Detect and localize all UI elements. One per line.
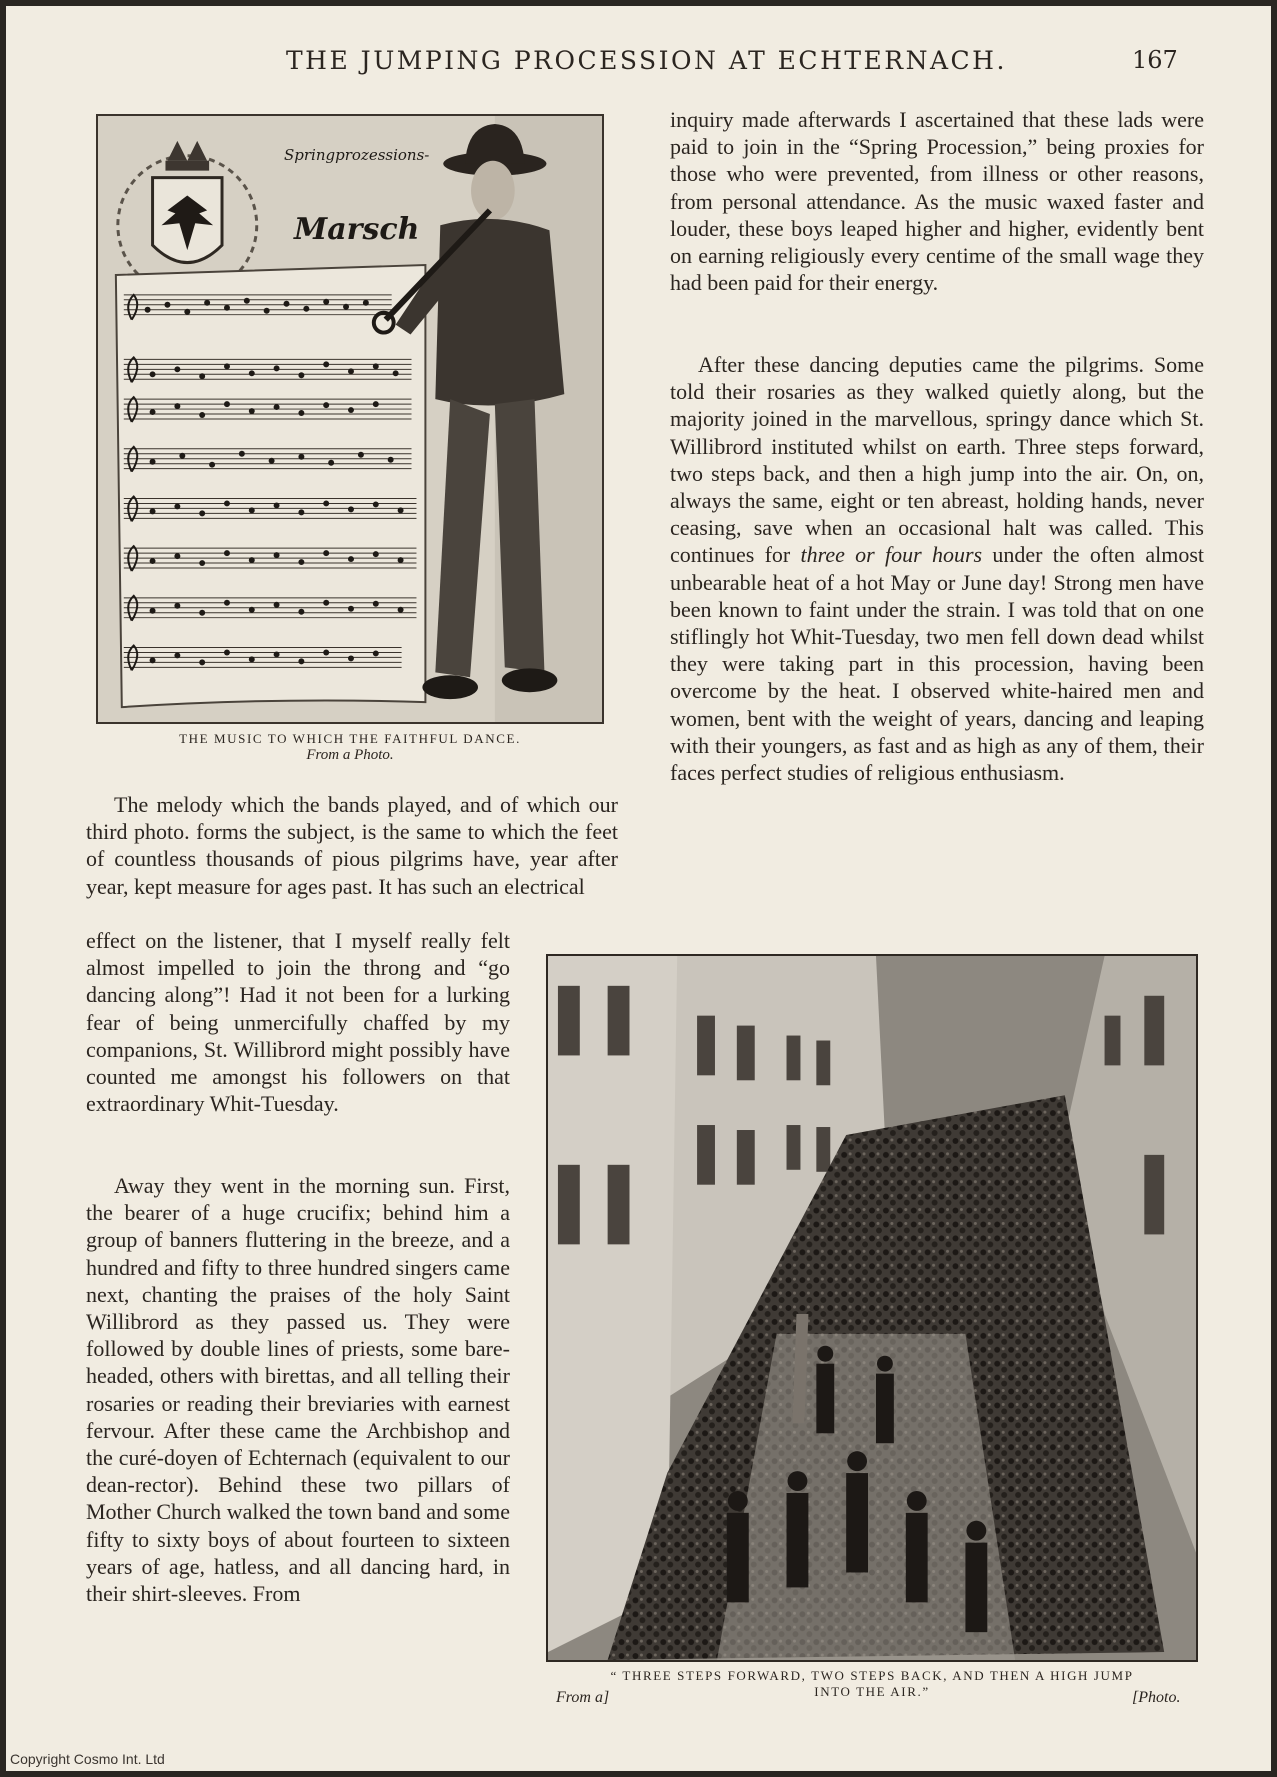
- music-caption-text: THE MUSIC TO WHICH THE FAITHFUL DANCE.: [179, 731, 521, 746]
- left-column-paragraph-2: Away they went in the morning sun. First, the bearer of a huge crucifix; behind him a group of banners fluttering in the breeze, and a hundred and fifty to three hundred singers came next, chanting the praises of the holy Saint Willibrord as they passed us. They were followed by double lines of priests, some bare-headed, others with birettas, and all telling their rosaries or reading their breviaries with earnest fervour. After these came the Archbishop and the curé-doyen of Echternach (equivalent to our dean-rector). Behind these two pillars of Mother Church walked the town band and some fifty to sixty boys of about fourteen to sixteen years of age, hatless, and all dancing hard, in their shirt-sleeves. From: [86, 1173, 510, 1607]
- p2-italic: three or four hours: [800, 542, 983, 568]
- left-column-paragraph-1-narrow: effect on the listener, that I myself really felt almost impelled to join the throng and “go dancing along”! Had it not been for a lurking fear of being unmercifully chaffed by my companions, St. Willibrord might possibly have counted me amongst his followers on that extraordinary Whit-Tuesday.: [86, 928, 510, 1117]
- right-column-paragraph-1: inquiry made afterwards I ascertained that these lads were paid to join in the “Spring Procession,” being proxies for those who were prevented, from illness or other reasons, from personal attendance. As the music waxed faster and louder, these boys leaped higher and higher, evidently bent on earning religiously every centime of the small wage they had been paid for their energy.: [670, 107, 1204, 296]
- photo-source-right: [Photo.: [1132, 1689, 1181, 1706]
- photo-caption-line-1: “ THREE STEPS FORWARD, TWO STEPS BACK, AND THEN A HIGH JUMP: [610, 1668, 1134, 1683]
- music-caption-source: From a Photo.: [306, 747, 394, 763]
- music-illustration-art: [98, 116, 602, 722]
- copyright-notice: Copyright Cosmo Int. Ltd: [10, 1751, 165, 1767]
- photo-caption: [546, 1668, 1198, 1700]
- p2-text-after: under the often almost unbearable heat of a hot May or June day! Strong men have been known to faint under the strain. I was told that on one stiflingly hot Whit-Tuesday, two men fell down dead whilst they were taking part in this procession, having been overcome by the heat. I observed white-haired men and women, bent with the weight of years, dancing and leaping with their youngers, as fast and as high as any of them, their faces perfect studies of religious enthusiasm.: [670, 542, 1204, 786]
- p2-text-before: After these dancing deputies came the pilgrims. Some told their rosaries as they walked quietly along, but the majority joined in the marvellous, springy dance which St. Willibrord instituted whilst on earth. Three steps forward, two steps back, and then a high jump into the air. On, on, always the same, eight or ten abreast, holding hands, never ceasing, save when an occasional halt was called. This continues for: [670, 352, 1204, 568]
- magazine-page: [6, 6, 1271, 1771]
- procession-photo: [546, 954, 1198, 1662]
- music-illustration: [96, 114, 604, 724]
- running-head: THE JUMPING PROCESSION AT ECHTERNACH.: [286, 46, 1007, 75]
- left-column-paragraph-1-wide: The melody which the bands played, and of which our third photo. forms the subject, is the same to which the feet of countless thousands of pious pilgrims have, year after year, kept measure for ages past. It has such an electrical: [86, 792, 618, 899]
- music-title-line-1: Springprozessions-: [284, 146, 430, 164]
- photo-source-left: From a]: [556, 1689, 610, 1706]
- right-column-paragraph-2: [670, 351, 1204, 786]
- page-number: 167: [1132, 46, 1178, 74]
- procession-photo-art: [548, 956, 1196, 1660]
- music-caption: [96, 731, 604, 764]
- music-title-line-2: Marsch: [294, 212, 420, 247]
- photo-caption-line-2: INTO THE AIR.”: [814, 1684, 930, 1699]
